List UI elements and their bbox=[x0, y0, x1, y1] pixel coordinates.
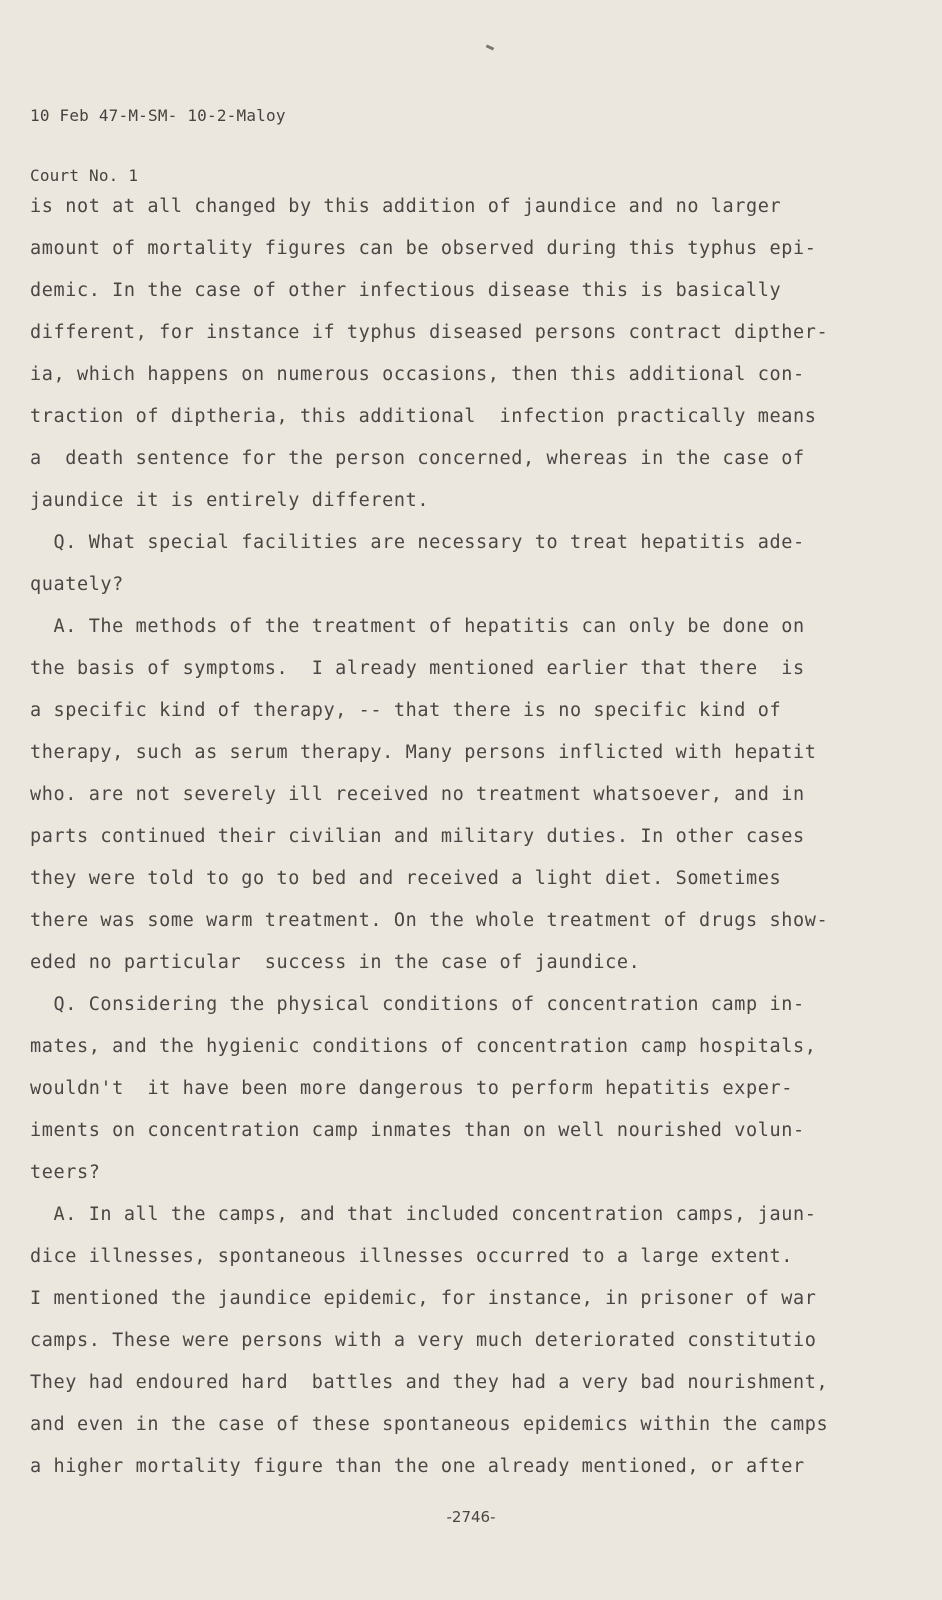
body-line: a death sentence for the person concerned, whereas in the case of bbox=[30, 448, 805, 469]
body-line: a specific kind of therapy, -- that there is no specific kind of bbox=[30, 700, 782, 721]
body-line: a higher mortality figure than the one already mentioned, or after bbox=[30, 1456, 805, 1477]
body-line: I mentioned the jaundice epidemic, for instance, in prisoner of war bbox=[30, 1288, 817, 1309]
body-line: they were told to go to bed and received a light diet. Sometimes bbox=[30, 868, 782, 889]
body-line: They had endoured hard battles and they had a very bad nourishment, bbox=[30, 1372, 829, 1393]
body-line: parts continued their civilian and military duties. In other cases bbox=[30, 826, 805, 847]
body-line: wouldn't it have been more dangerous to perform hepatitis exper- bbox=[30, 1078, 793, 1099]
body-line: dice illnesses, spontaneous illnesses occurred to a large extent. bbox=[30, 1246, 793, 1267]
body-line: A. The methods of the treatment of hepatitis can only be done on bbox=[30, 616, 805, 637]
body-line: demic. In the case of other infectious disease this is basically bbox=[30, 280, 782, 301]
body-line: A. In all the camps, and that included concentration camps, jaun- bbox=[30, 1204, 817, 1225]
transcript-body bbox=[30, 186, 910, 1488]
body-line: camps. These were persons with a very much deteriorated constitutio bbox=[30, 1330, 817, 1351]
page-number: -2746- bbox=[446, 1508, 496, 1526]
body-line: teers? bbox=[30, 1162, 101, 1183]
body-line: and even in the case of these spontaneous epidemics within the camps bbox=[30, 1414, 829, 1435]
stray-mark bbox=[486, 44, 495, 50]
body-line: different, for instance if typhus diseased persons contract dipther- bbox=[30, 322, 829, 343]
body-line: amount of mortality figures can be observed during this typhus epi- bbox=[30, 238, 817, 259]
body-line: ia, which happens on numerous occasions, then this additional con- bbox=[30, 364, 805, 385]
body-line: jaundice it is entirely different. bbox=[30, 490, 430, 511]
body-line: there was some warm treatment. On the whole treatment of drugs show- bbox=[30, 910, 829, 931]
body-line: is not at all changed by this addition of jaundice and no larger bbox=[30, 196, 782, 217]
header-court-line: Court No. 1 bbox=[30, 166, 139, 185]
body-line: who. are not severely ill received no treatment whatsoever, and in bbox=[30, 784, 805, 805]
body-line: therapy, such as serum therapy. Many persons inflicted with hepatit bbox=[30, 742, 817, 763]
header-case-line: 10 Feb 47-M-SM- 10-2-Maloy bbox=[30, 106, 286, 125]
body-line: mates, and the hygienic conditions of concentration camp hospitals, bbox=[30, 1036, 817, 1057]
body-line: Q. What special facilities are necessary to treat hepatitis ade- bbox=[30, 532, 805, 553]
body-line: traction of diptheria, this additional infection practically means bbox=[30, 406, 817, 427]
body-line: quately? bbox=[30, 574, 124, 595]
body-line: eded no particular success in the case of jaundice. bbox=[30, 952, 641, 973]
body-line: Q. Considering the physical conditions of concentration camp in- bbox=[30, 994, 805, 1015]
body-line: the basis of symptoms. I already mentioned earlier that there is bbox=[30, 658, 805, 679]
body-line: iments on concentration camp inmates than on well nourished volun- bbox=[30, 1120, 805, 1141]
